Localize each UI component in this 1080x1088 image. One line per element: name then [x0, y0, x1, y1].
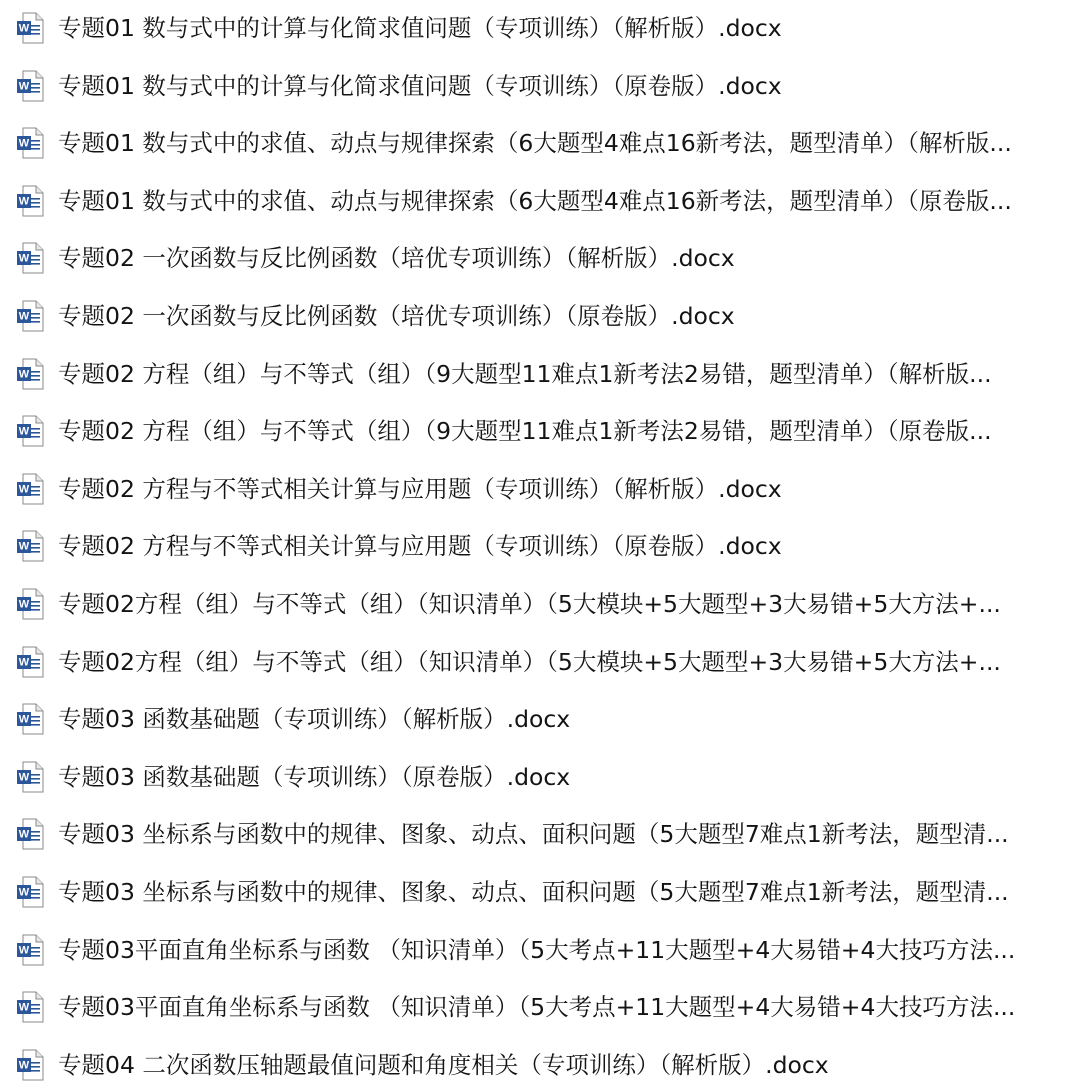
file-row[interactable]	[0, 864, 1080, 920]
file-row[interactable]	[0, 461, 1080, 517]
file-name: 专题03 坐标系与函数中的规律、图象、动点、面积问题（5大题型7难点1新考法，题型清...	[58, 820, 1009, 849]
file-name: 专题03 坐标系与函数中的规律、图象、动点、面积问题（5大题型7难点1新考法，题型清...	[58, 878, 1009, 906]
svg-text:W: W	[18, 886, 30, 899]
svg-text:W: W	[18, 195, 30, 208]
word-document-icon	[16, 300, 44, 332]
file-name: 专题03 函数基础题（专项训练）（原卷版）.docx	[58, 762, 571, 791]
word-document-icon	[16, 473, 44, 505]
file-row[interactable]	[0, 346, 1080, 402]
file-row[interactable]	[0, 403, 1080, 459]
file-name: 专题02 一次函数与反比例函数（培优专项训练）（原卷版）.docx	[58, 302, 735, 330]
word-document-icon	[16, 415, 44, 447]
svg-text:W: W	[18, 368, 30, 381]
svg-text:W: W	[18, 252, 30, 265]
svg-text:W: W	[18, 656, 30, 669]
word-document-icon	[16, 1049, 44, 1081]
word-document-icon	[16, 12, 44, 44]
file-row[interactable]	[0, 922, 1080, 978]
file-row[interactable]	[0, 173, 1080, 229]
file-row[interactable]	[0, 691, 1080, 747]
file-name: 专题01 数与式中的求值、动点与规律探索（6大题型4难点16新考法，题型清单）（原卷版...	[58, 186, 1012, 215]
svg-text:W: W	[18, 22, 30, 35]
file-name: 专题01 数与式中的求值、动点与规律探索（6大题型4难点16新考法，题型清单）（解析版...	[58, 129, 1012, 158]
svg-text:W: W	[18, 80, 30, 93]
file-name: 专题03平面直角坐标系与函数 （知识清单）（5大考点+11大题型+4大易错+4大技巧方法...	[58, 993, 1016, 1022]
word-document-icon	[16, 761, 44, 793]
svg-text:W: W	[18, 425, 30, 438]
file-row[interactable]	[0, 1037, 1080, 1088]
file-row[interactable]	[0, 979, 1080, 1035]
word-document-icon	[16, 991, 44, 1023]
svg-text:W: W	[18, 944, 30, 957]
svg-text:W: W	[18, 137, 30, 150]
word-document-icon	[16, 588, 44, 620]
word-document-icon	[16, 185, 44, 217]
file-row[interactable]	[0, 230, 1080, 286]
file-row[interactable]	[0, 806, 1080, 862]
svg-text:W: W	[18, 771, 30, 784]
svg-text:W: W	[18, 540, 30, 553]
file-name: 专题02 方程与不等式相关计算与应用题（专项训练）（解析版）.docx	[58, 474, 782, 503]
word-document-icon	[16, 127, 44, 159]
file-name: 专题02方程（组）与不等式（组）（知识清单）（5大模块+5大题型+3大易错+5大方法+...	[58, 647, 1001, 676]
svg-text:W: W	[18, 598, 30, 611]
word-document-icon	[16, 646, 44, 678]
svg-text:W: W	[18, 310, 30, 323]
word-document-icon	[16, 530, 44, 562]
word-document-icon	[16, 818, 44, 850]
file-row[interactable]	[0, 634, 1080, 690]
file-row[interactable]	[0, 58, 1080, 114]
word-document-icon	[16, 934, 44, 966]
word-document-icon	[16, 358, 44, 390]
file-row[interactable]	[0, 288, 1080, 344]
file-row[interactable]	[0, 115, 1080, 171]
file-row[interactable]	[0, 576, 1080, 632]
file-name: 专题03 函数基础题（专项训练）（解析版）.docx	[58, 705, 571, 734]
svg-text:W: W	[18, 1001, 30, 1014]
svg-text:W: W	[18, 713, 30, 726]
file-row[interactable]	[0, 0, 1080, 56]
word-document-icon	[16, 703, 44, 735]
word-document-icon	[16, 242, 44, 274]
word-document-icon	[16, 876, 44, 908]
file-name: 专题04 二次函数压轴题最值问题和角度相关（专项训练）（解析版）.docx	[58, 1050, 829, 1079]
svg-text:W: W	[18, 1059, 30, 1072]
word-document-icon	[16, 70, 44, 102]
file-row[interactable]	[0, 518, 1080, 574]
file-name: 专题02方程（组）与不等式（组）（知识清单）（5大模块+5大题型+3大易错+5大方法+...	[58, 590, 1001, 618]
file-name: 专题02 方程（组）与不等式（组）（9大题型11难点1新考法2易错，题型清单）（原卷版...	[58, 417, 992, 446]
file-name: 专题01 数与式中的计算与化简求值问题（专项训练）（原卷版）.docx	[58, 71, 782, 100]
file-name: 专题02 一次函数与反比例函数（培优专项训练）（解析版）.docx	[58, 244, 735, 273]
svg-text:W: W	[18, 828, 30, 841]
svg-text:W: W	[18, 483, 30, 496]
file-name: 专题01 数与式中的计算与化简求值问题（专项训练）（解析版）.docx	[58, 14, 782, 42]
file-name: 专题03平面直角坐标系与函数 （知识清单）（5大考点+11大题型+4大易错+4大技巧方法...	[58, 935, 1016, 964]
file-row[interactable]	[0, 749, 1080, 805]
file-name: 专题02 方程与不等式相关计算与应用题（专项训练）（原卷版）.docx	[58, 532, 782, 561]
file-name: 专题02 方程（组）与不等式（组）（9大题型11难点1新考法2易错，题型清单）（解析版...	[58, 359, 992, 388]
